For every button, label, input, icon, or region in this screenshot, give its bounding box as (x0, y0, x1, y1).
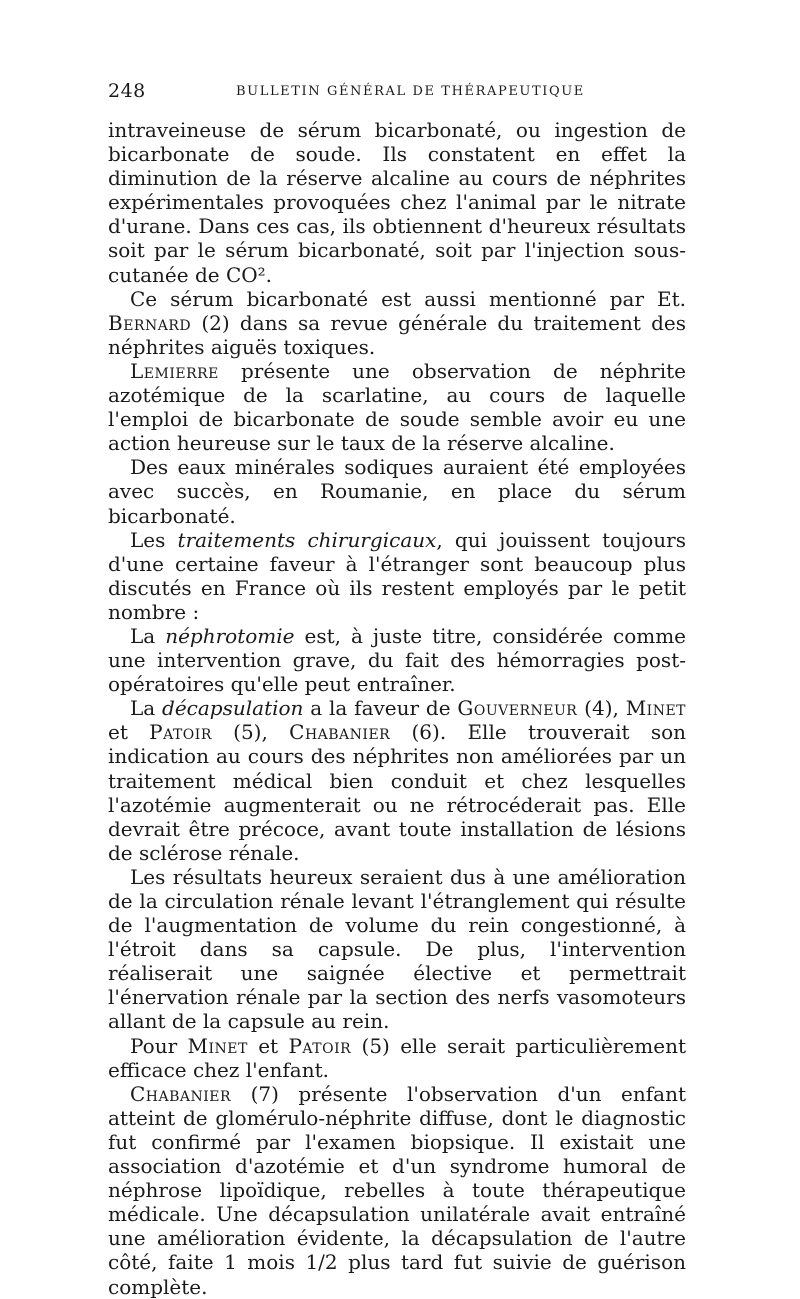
author-name: Chabanier (289, 720, 391, 745)
author-name: Gouverneur (457, 696, 578, 721)
paragraph (108, 287, 686, 359)
paragraph-text: Ce sérum bicarbonaté est aussi mentionné par Et. (130, 286, 686, 311)
author-name: Minet (187, 1033, 248, 1058)
paragraph (108, 1082, 686, 1299)
running-title: BULLETIN GÉNÉRAL DE THÉRAPEUTIQUE (236, 84, 585, 99)
paragraph-text: Les (130, 527, 178, 552)
author-name: Patoir (149, 720, 212, 745)
paragraph-text: a la faveur de (303, 696, 458, 721)
paragraph-text: (2) dans sa revue générale du traitement des néphrites aiguës toxiques. (108, 310, 686, 359)
paragraph (108, 455, 686, 527)
paragraph-text: Les résultats heureux seraient dus à une amélioration de la circulation rénale levant l'étranglement qui résulte de l'augmentation de volume du rein congestionné, à l'étroit dans sa capsule. De plus, l'intervention réaliserait une saignée élective et permettrait l'énervation rénale par la section des nerfs vasomoteurs allant de la capsule au rein. (108, 864, 686, 1034)
author-name: Chabanier (130, 1081, 232, 1106)
paragraph-text: et (247, 1033, 289, 1058)
italic-term: décapsulation (162, 696, 304, 721)
paragraph (108, 528, 686, 624)
italic-term: néphrotomie (165, 623, 295, 648)
paragraph-text: La (130, 623, 166, 648)
paragraph-text: La (130, 696, 163, 721)
paragraph-text: Des eaux minérales sodiques auraient été employées avec succès, en Roumanie, en place du sérum bicarbonaté. (108, 455, 686, 528)
paragraph-text: (7) présente l'observation d'un enfant atteint de glomérulo-néphrite diffuse, dont le diagnostic fut confirmé par l'examen biopsique. Il existait une association d'azotémie et d'un syndrome humoral de néphrose lipoïdique, rebelles à toute thérapeutique médicale. Une décapsulation unilatérale avait entraîné une amélioration évidente, la décapsulation de l'autre côté, faite 1 mois 1/2 plus tard fut suivie de guérison complète. (108, 1081, 686, 1299)
author-name: Minet (625, 696, 687, 721)
paragraph-text: (4), (577, 696, 626, 721)
author-name: Bernard (108, 310, 192, 335)
paragraph (108, 865, 686, 1034)
paragraph-text: présente une observation de néphrite azotémique de la scarlatine, au cours de laquelle l'emploi de bicarbonate de soude semble avoir eu une action heureuse sur le taux de la réserve alcaline. (108, 358, 686, 456)
body-text (108, 118, 686, 1299)
paragraph-text: et (108, 720, 150, 745)
author-name: Patoir (288, 1033, 352, 1058)
paragraph-text: est, à juste titre, considérée comme une intervention grave, du fait des hémorragies post-opératoires qu'elle peut entraîner. (108, 623, 686, 697)
page-header (108, 80, 688, 106)
paragraph (108, 696, 686, 865)
paragraph (108, 624, 686, 696)
paragraph (108, 118, 686, 287)
paragraph-text: , qui jouissent toujours d'une certaine faveur à l'étranger sont beaucoup plus discutés en France où ils restent employés par le petit nombre : (108, 527, 686, 624)
paragraph (108, 1034, 686, 1082)
author-name: Lemierre (130, 358, 219, 383)
paragraph-text: Pour (130, 1033, 188, 1058)
page-number: 248 (108, 80, 146, 102)
italic-term: traitements chirurgicaux (177, 527, 437, 552)
paragraph-text: intraveineuse de sérum bicarbonaté, ou ingestion de bicarbonate de soude. Ils constatent en effet la diminution de la réserve alcaline au cours de néphrites expérimentales provoquées chez l'animal par le nitrate d'urane. Dans ces cas, ils obtiennent d'heureux résultats soit par le sérum bicarbonaté, soit par l'injection sous-cutanée de CO². (108, 118, 686, 287)
paragraph-text: (5), (211, 720, 290, 745)
paragraph-text: (5) elle serait particulièrement efficace chez l'enfant. (108, 1033, 686, 1082)
paragraph-text: (6). Elle trouverait son indication au cours des néphrites non améliorées par un traitement médical bien conduit et chez lesquelles l'azotémie augmenterait ou ne rétrocéderait pas. Elle devrait être précoce, avant toute installation de lésions de sclérose rénale. (108, 720, 687, 865)
paragraph (108, 359, 686, 455)
